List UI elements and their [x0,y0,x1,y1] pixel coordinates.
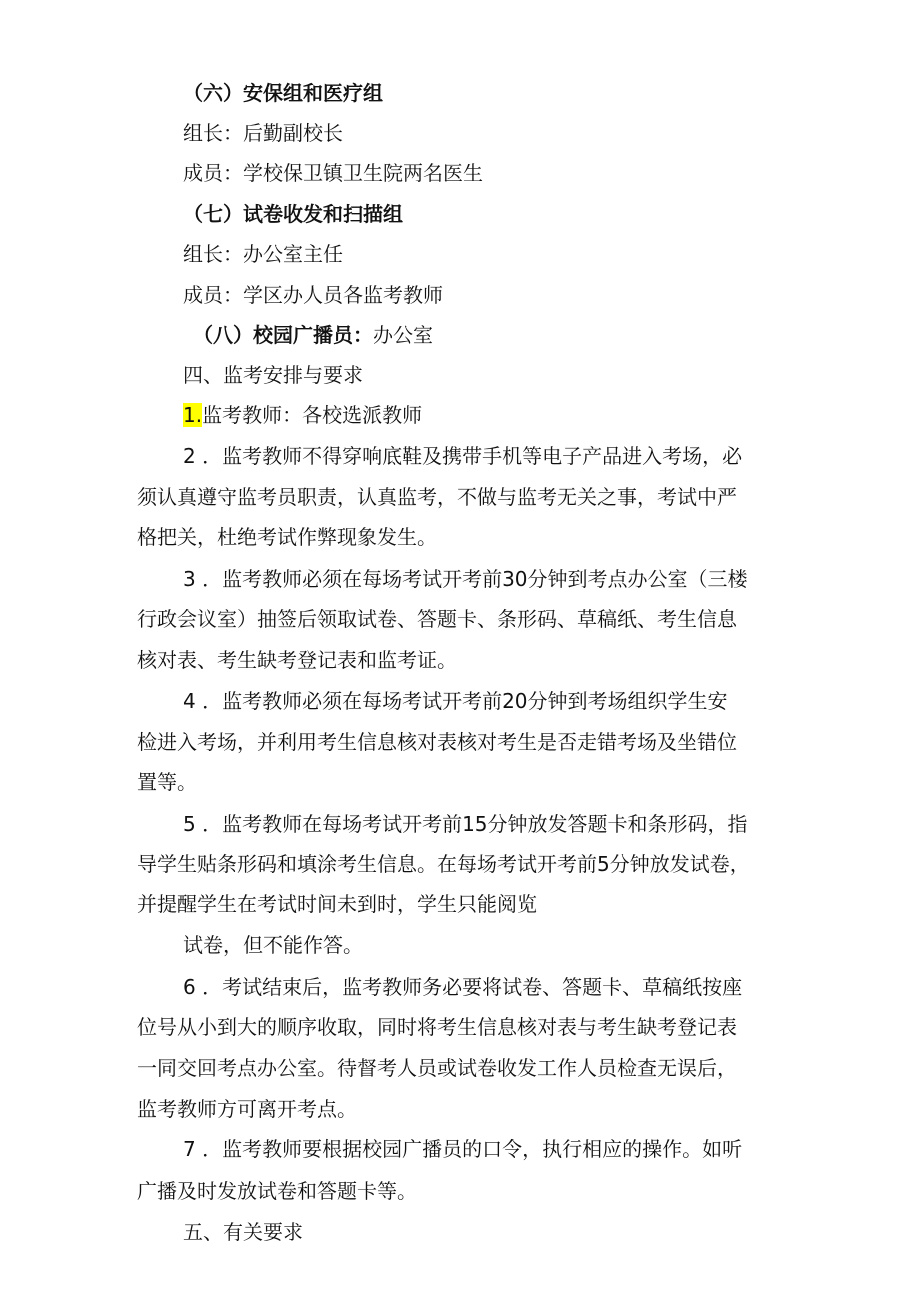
section-6-leader: 组长：后勤副校长 [183,121,343,145]
item-2-line-3: 格把关，杜绝考试作弊现象发生。 [137,525,437,549]
item-3-line-3: 核对表、考生缺考登记表和监考证。 [137,648,457,672]
item-1-text: 监考教师：各校选派教师 [202,403,423,427]
section-8-line [193,322,433,348]
item-4-line-1: 4 ．监考教师必须在每场考试开考前20分钟到考场组织学生安 [183,689,728,713]
item-5-line-2: 导学生贴条形码和填涂考生信息。在每场考试开考前5分钟放发试卷， [137,852,750,876]
item-7-line-1: 7 ．监考教师要根据校园广播员的口令，执行相应的操作。如听 [183,1137,743,1161]
item-6-line-4: 监考教师方可离开考点。 [137,1097,357,1121]
section-7-title: （七）试卷收发和扫描组 [183,202,403,226]
item-4-line-2: 检进入考场，并利用考生信息核对表核对考生是否走错考场及坐错位 [137,730,737,754]
item-3-line-1: 3 ．监考教师必须在每场考试开考前30分钟到考点办公室（三楼 [183,567,748,591]
item-3-line-2: 行政会议室）抽签后领取试卷、答题卡、条形码、草稿纸、考生信息 [137,607,737,631]
item-2-line-1: 2 ．监考教师不得穿响底鞋及携带手机等电子产品进入考场，必 [183,444,743,468]
item-2-line-2: 须认真遵守监考员职责，认真监考，不做与监考无关之事，考试中严 [137,485,737,509]
item-5-line-1: 5 ．监考教师在每场考试开考前15分钟放发答题卡和条形码，指 [183,812,748,836]
item-5-line-3: 并提醒学生在考试时间未到时，学生只能阅览 [137,892,537,916]
item-5-line-4: 试卷，但不能作答。 [183,933,363,957]
section-6-members: 成员：学校保卫镇卫生院两名医生 [183,161,483,185]
heading-five: 五、有关要求 [183,1220,303,1244]
item-4-line-3: 置等。 [137,770,197,794]
section-7-leader: 组长：办公室主任 [183,242,343,266]
heading-four: 四、监考安排与要求 [183,363,363,387]
item-6-line-3: 一同交回考点办公室。待督考人员或试卷收发工作人员检查无误后， [137,1056,737,1080]
item-1-number: 1. [183,403,203,427]
section-7-members: 成员：学区办人员各监考教师 [183,283,443,307]
section-8-value: 办公室 [373,323,433,347]
item-6-line-1: 6 ．考试结束后，监考教师务必要将试卷、答题卡、草稿纸按座 [183,975,743,999]
section-8-title: （八）校园广播员： [193,323,373,347]
section-6-title: （六）安保组和医疗组 [183,81,383,105]
item-7-line-2: 广播及时发放试卷和答题卡等。 [137,1179,417,1203]
item-1 [183,402,422,428]
item-6-line-2: 位号从小到大的顺序收取，同时将考生信息核对表与考生缺考登记表 [137,1015,737,1039]
